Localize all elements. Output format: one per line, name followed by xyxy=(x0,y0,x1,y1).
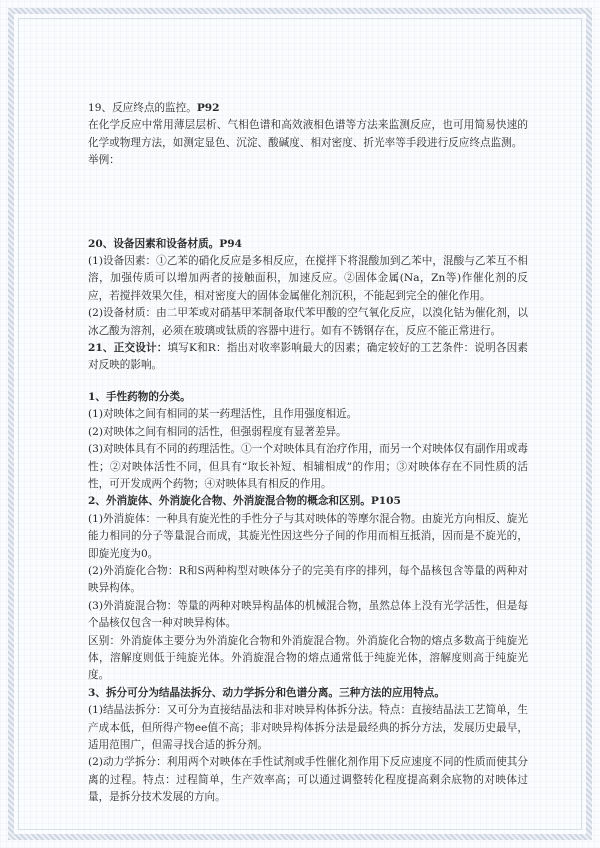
page-ref: P105 xyxy=(370,495,401,508)
list-item: (3)对映体具有不同的药理活性。①一个对映体具有治疗作用，而另一个对映体仅有副作用或毒性；②对映体活性不同，但具有“取长补短、相辅相成”的作用；③对映体存在不同性质的活性，可开发成两个药物；④对映体具有相反的作用。 xyxy=(88,443,528,490)
list-item: (2)外消旋化合物：R和S两种构型对映体分子的完美有序的排列，每个晶核包含等量的两种对映异构体。 xyxy=(88,564,528,595)
section-20-heading: 20、设备因素和设备材质。P94 xyxy=(88,237,242,250)
chiral-section-1-heading: 1、手性药物的分类。 xyxy=(88,390,191,403)
spacer xyxy=(88,375,528,389)
section-20-paragraph-2: (2)设备材质：由二甲苯或对硝基甲苯制备取代苯甲酸的空气氧化反应，以溴化钴为催化剂，以冰乙酸为溶剂，必须在玻璃或钛质的容器中进行。如有不锈钢存在，反应不能正常进行。 xyxy=(88,307,528,337)
list-item: (1)外消旋体：一种具有旋光性的手性分子与其对映体的等摩尔混合物。由旋光方向相反、旋光能力相同的分子等量混合而成，其旋光性因这些分子间的作用而相互抵消，因而是不旋光的，即旋光度为0。 xyxy=(88,512,528,560)
page-content xyxy=(88,100,528,807)
list-item: (2)对映体之间有相同的活性，但强弱程度有显著差异。 xyxy=(88,425,347,438)
section-21-heading: 21、正交设计： xyxy=(88,342,168,355)
section-19-heading: 19、反应终点的监控。P92 xyxy=(88,102,220,114)
section-19-example: 举例： xyxy=(88,154,120,167)
spacer xyxy=(88,170,528,236)
list-item: (1)对映体之间有相同的某一药理活性，且作用强度相近。 xyxy=(88,408,358,421)
section-20-paragraph-1: (1)设备因素：①乙苯的硝化反应是多相反应，在搅拌下将混酸加到乙苯中，混酸与乙苯互不相溶，加强传质可以增加两者的接触面积，加速反应。②固体金属(Na，Zn等)作催化剂的反应，若搅拌效果欠佳，相对密度大的固体金属催化剂沉积，不能起到完全的催化作用。 xyxy=(88,255,528,302)
list-item: (1)结晶法拆分：又可分为直接结晶法和非对映异构体拆分法。特点：直接结晶法工艺简单，生产成本低，但所得产物ee值不高；非对映异构体拆分法是最经典的拆分方法，发展历史最早，适用范围广，但需寻找合适的拆分剂。 xyxy=(88,704,528,751)
list-item: (2)动力学拆分：利用两个对映体在手性试剂或手性催化剂作用下反应速度不同的性质而使其分离的过程。特点：过程简单，生产效率高；可以通过调整转化程度提高剩余底物的对映体过量，是拆分技术发展的方向。 xyxy=(88,756,528,804)
section-19-body: 在化学反应中常用薄层层析、气相色谱和高效液相色谱等方法来监测反应，也可用简易快速的化学或物理方法，如测定显色、沉淀、酸碱度、相对密度、折光率等手段进行反应终点监测。 xyxy=(88,119,528,149)
chiral-section-3-heading: 3、拆分可分为结晶法拆分、动力学拆分和色谱分离。三种方法的应用特点。 xyxy=(88,686,445,699)
chiral-section-2-heading: 2、外消旋体、外消旋化合物、外消旋混合物的概念和区别。P105 xyxy=(88,495,401,508)
page-ref: P94 xyxy=(219,237,242,250)
section-21: 21、正交设计：填写K和R：指出对收率影响最大的因素；确定较好的工艺条件：说明各因素对反映的影响。 xyxy=(88,342,528,372)
page-ref: P92 xyxy=(196,102,220,114)
list-item: (3)外消旋混合物：等量的两种对映异构晶体的机械混合物，虽然总体上没有光学活性，但是每个晶核仅包含一种对映异构体。 xyxy=(88,599,528,630)
list-item: 区别：外消旋体主要分为外消旋化合物和外消旋混合物。外消旋化合物的熔点多数高于纯旋光体，溶解度则低于纯旋光体。外消旋混合物的熔点通常低于纯旋光体，溶解度则高于纯旋光度。 xyxy=(88,634,528,682)
